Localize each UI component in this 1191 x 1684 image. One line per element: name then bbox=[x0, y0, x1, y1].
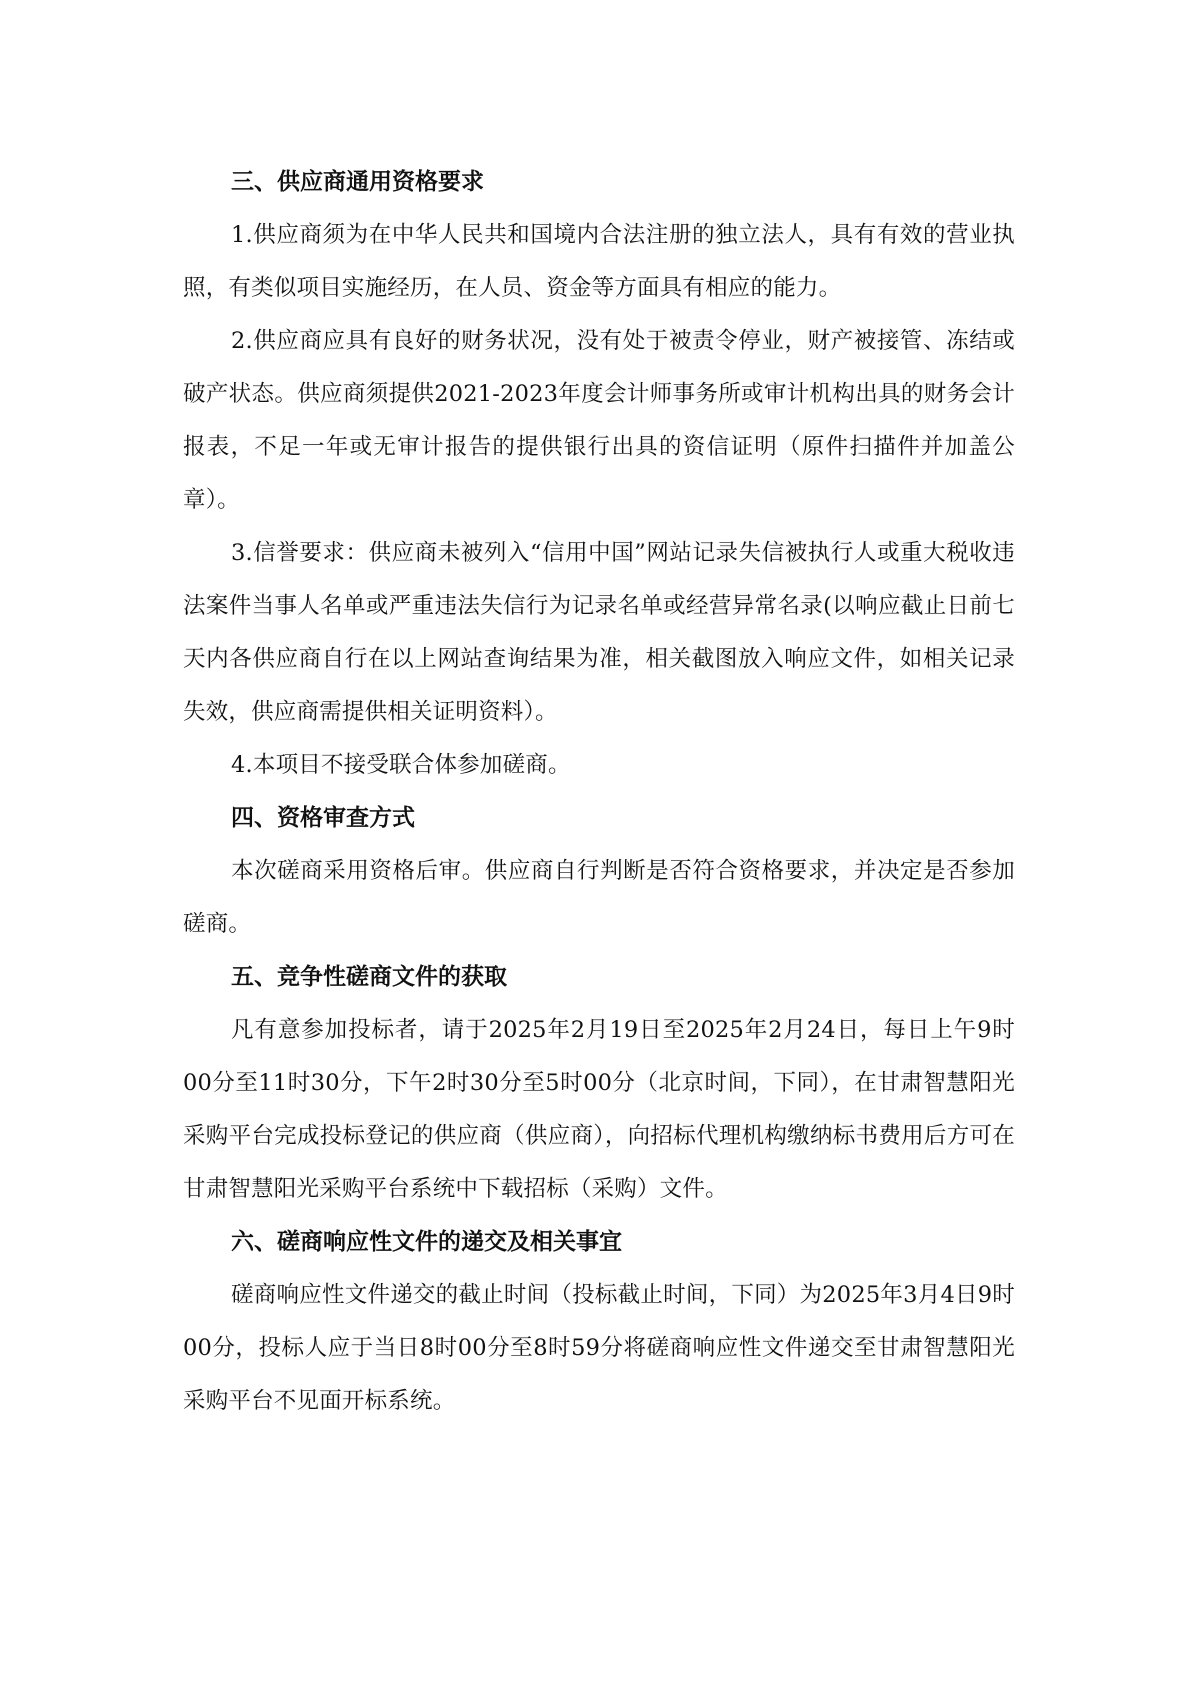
paragraph-credit-requirement: 3.信誉要求：供应商未被列入“信用中国”网站记录失信被执行人或重大税收违法案件当事人名单或严重违法失信行为记录名单或经营异常名录(以响应截止日前七天内各供应商自行在以上网站查询结果为准，相关截图放入响应文件，如相关记录失效，供应商需提供相关证明资料）。 bbox=[183, 540, 1015, 725]
paragraph-submission-deadline: 磋商响应性文件递交的截止时间（投标截止时间，下同）为2025年3月4日9时00分，投标人应于当日8时00分至8时59分将磋商响应性文件递交至甘肃智慧阳光采购平台不见面开标系统。 bbox=[183, 1282, 1015, 1414]
section-heading-submission: 六、磋商响应性文件的递交及相关事宜 bbox=[231, 1229, 622, 1255]
document-page bbox=[183, 156, 1015, 1428]
paragraph-no-consortium: 4.本项目不接受联合体参加磋商。 bbox=[231, 752, 571, 778]
section-heading-document-acquisition: 五、竞争性磋商文件的获取 bbox=[231, 964, 507, 990]
paragraph-post-review: 本次磋商采用资格后审。供应商自行判断是否符合资格要求，并决定是否参加磋商。 bbox=[183, 858, 1015, 937]
paragraph-acquisition-schedule: 凡有意参加投标者，请于2025年2月19日至2025年2月24日，每日上午9时00分至11时30分，下午2时30分至5时00分（北京时间，下同），在甘肃智慧阳光采购平台完成投标登记的供应商（供应商），向招标代理机构缴纳标书费用后方可在甘肃智慧阳光采购平台系统中下载招标（采购）文件。 bbox=[183, 1017, 1015, 1202]
paragraph-financial-status: 2.供应商应具有良好的财务状况，没有处于被责令停业，财产被接管、冻结或破产状态。供应商须提供2021-2023年度会计师事务所或审计机构出具的财务会计报表，不足一年或无审计报告的提供银行出具的资信证明（原件扫描件并加盖公章）。 bbox=[183, 328, 1015, 513]
section-heading-qualification: 三、供应商通用资格要求 bbox=[231, 169, 484, 195]
paragraph-legal-entity: 1.供应商须为在中华人民共和国境内合法注册的独立法人，具有有效的营业执照，有类似项目实施经历，在人员、资金等方面具有相应的能力。 bbox=[183, 222, 1015, 301]
section-heading-qualification-review: 四、资格审查方式 bbox=[231, 805, 415, 831]
